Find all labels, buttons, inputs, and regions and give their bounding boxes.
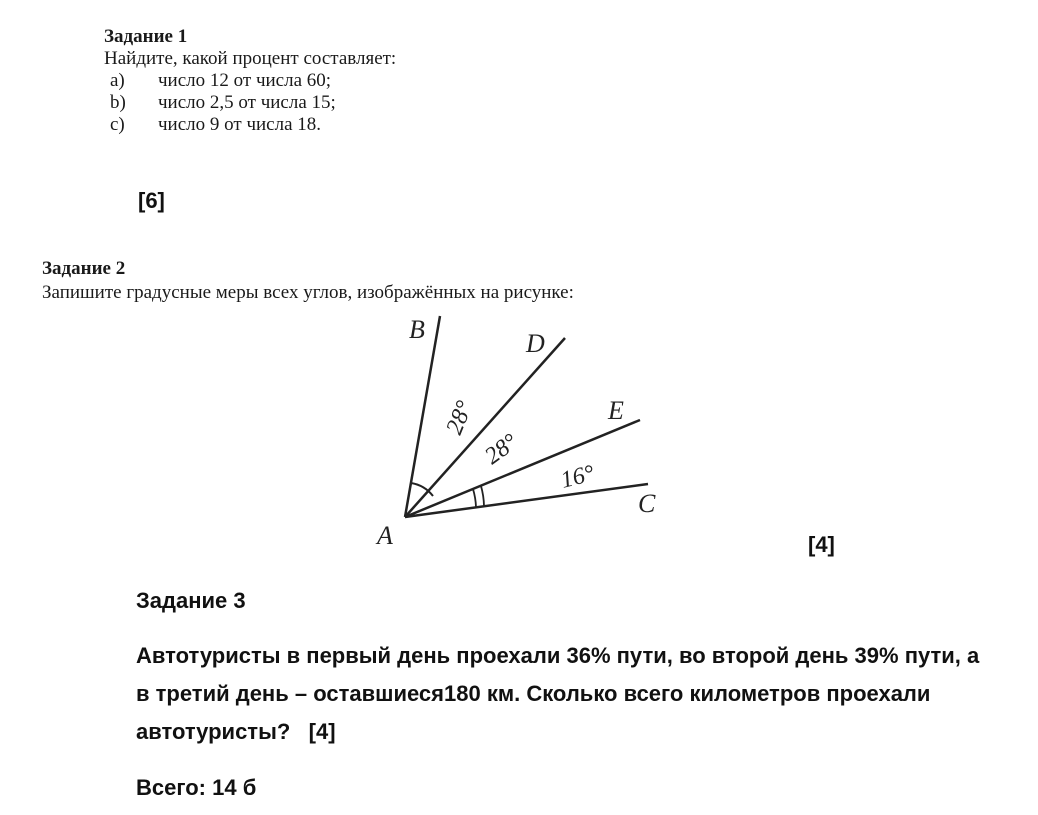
task2-prompt: Запишите градусные меры всех углов, изображённых на рисунке: — [42, 282, 574, 303]
angle-label-de: 28° — [480, 429, 523, 470]
task1-score: [6] — [138, 188, 165, 213]
task3-title: Задание 3 — [136, 588, 246, 613]
task1-title: Задание 1 — [104, 26, 188, 47]
point-label-b: B — [409, 315, 425, 344]
point-label-c: C — [638, 489, 656, 518]
ray-ad — [405, 338, 565, 517]
angle-label-bd: 28° — [441, 397, 479, 439]
task3-text-line: Автотуристы в первый день проехали 36% пути, во второй день 39% пути, а — [136, 643, 980, 668]
point-label-e: E — [608, 396, 624, 425]
task1-item-text: число 2,5 от числа 15; — [158, 92, 336, 113]
task2-title: Задание 2 — [42, 258, 126, 279]
task1-item-text: число 9 от числа 18. — [158, 114, 322, 135]
task3-text-line: автотуристы? [4] — [136, 719, 336, 744]
ray-ae — [405, 420, 640, 517]
angle-figure — [360, 312, 680, 552]
task1-item-a — [110, 70, 331, 92]
task2-score: [4] — [808, 532, 835, 557]
task1-item-b — [110, 92, 336, 114]
task1-item-letter: c) — [110, 114, 125, 135]
task1-item-c — [110, 114, 321, 136]
point-label-a: A — [377, 521, 393, 550]
angle-arc-ead-tick-2 — [481, 486, 484, 506]
task3-text-line: в третий день – оставшиеся180 км. Сколько всего километров проехали — [136, 681, 931, 706]
task1-item-letter: b) — [110, 92, 126, 113]
ray-ac — [405, 484, 648, 517]
total-score: Всего: 14 б — [136, 775, 257, 800]
task1-item-text: число 12 от числа 60; — [158, 70, 332, 91]
angle-arc-ead-tick-1 — [473, 489, 476, 507]
angle-label-ec: 16° — [558, 460, 598, 494]
point-label-d: D — [526, 329, 545, 358]
task1-prompt: Найдите, какой процент составляет: — [104, 48, 397, 69]
task1-item-letter: a) — [110, 70, 125, 91]
